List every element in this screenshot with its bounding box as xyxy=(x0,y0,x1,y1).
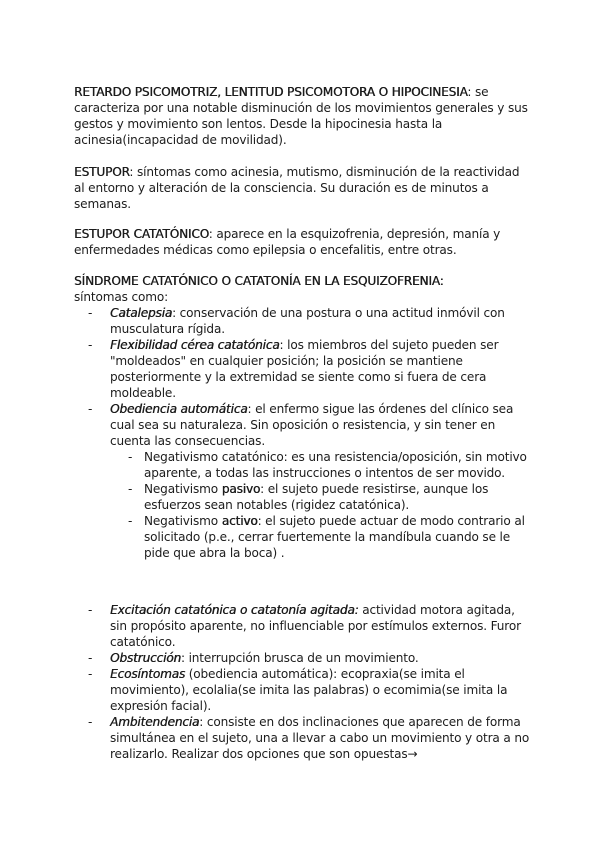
sintomas-list-continued xyxy=(110,602,530,762)
item-text: actividad motora agitada, sin propósito aparente, no influenciable por estímulos externos. Furor catatónico. xyxy=(110,603,521,649)
estupor-paragraph xyxy=(74,164,529,212)
negativismo-sublist xyxy=(144,449,530,561)
sub-text: Negativismo catatónico: es una resistencia/oposición, sin motivo aparente, a todas las instrucciones o intentos de ser movido. xyxy=(144,450,527,480)
item-text: : consiste en dos inclinaciones que aparecen de forma simultánea en el sujeto, una a llevar a cabo un movimiento y otra a no realizarlo. Realizar dos opciones que son opuestas→ xyxy=(110,715,530,761)
item-term: Excitación catatónica o catatonía agitada: xyxy=(110,603,359,617)
item-text: (obediencia automática): ecopraxia(se imita el movimiento), ecolalia(se imita las palabras) o ecomimia(se imita la expresión facial). xyxy=(110,667,508,713)
list-item xyxy=(110,337,530,401)
estupor-catatonico-paragraph xyxy=(74,226,529,258)
sub-prefix: Negativismo xyxy=(144,514,222,528)
list-item xyxy=(110,305,530,337)
item-text: : el enfermo sigue las órdenes del clínico sea cual sea su naturaleza. Sin oposición o resistencia, y sin tener en cuenta las consecuencias. xyxy=(110,402,514,448)
sub-prefix: Negativismo xyxy=(144,482,222,496)
sublist-item xyxy=(144,513,530,561)
retardo-paragraph xyxy=(74,84,529,148)
item-term: Obstrucción xyxy=(110,651,181,665)
sindrome-heading-block xyxy=(74,273,529,305)
list-item xyxy=(110,602,530,650)
item-term: Ecosíntomas xyxy=(110,667,185,681)
sindrome-intro: síntomas como: xyxy=(74,290,169,304)
estupor-text: : síntomas como acinesia, mutismo, disminución de la reactividad al entorno y alteración de la consciencia. Su duración es de minutos a semanas. xyxy=(74,165,520,211)
list-item xyxy=(110,714,530,762)
estupor-catatonico-heading: ESTUPOR CATATÓNICO xyxy=(74,227,209,241)
sub-text: : el sujeto puede actuar de modo contrario al solicitado (p.e., cerrar fuertemente la mandíbula cuando se le pide que abra la boca) . xyxy=(144,514,525,560)
item-text: : los miembros del sujeto pueden ser "moldeados" en cualquier posición; la posición se mantiene posteriormente y la extremidad se siente como si fuera de cera moldeable. xyxy=(110,338,499,400)
retardo-text: : se caracteriza por una notable disminución de los movimientos generales y sus gestos y movimiento son lentos. Desde la hipocinesia hasta la acinesia(incapacidad de movilidad). xyxy=(74,85,528,147)
retardo-heading: RETARDO PSICOMOTRIZ, LENTITUD PSICOMOTORA O HIPOCINESIA xyxy=(74,85,468,99)
item-term: Flexibilidad cérea catatónica xyxy=(110,338,280,352)
sub-bold: pasivo xyxy=(221,482,261,496)
list-item xyxy=(110,666,530,714)
list-item xyxy=(110,650,530,666)
item-term: Obediencia automática xyxy=(110,402,248,416)
sintomas-list xyxy=(110,305,530,561)
item-term: Catalepsia xyxy=(110,306,173,320)
estupor-catatonico-text: : aparece en la esquizofrenia, depresión, manía y enfermedades médicas como epilepsia o encefalitis, entre otras. xyxy=(74,227,501,257)
estupor-heading: ESTUPOR xyxy=(74,165,130,179)
sub-text: : el sujeto puede resistirse, aunque los esfuerzos sean notables (rigidez catatónica). xyxy=(144,482,489,512)
item-text: : conservación de una postura o una actitud inmóvil con musculatura rígida. xyxy=(110,306,505,336)
item-term: Ambitendencia xyxy=(110,715,200,729)
sindrome-heading: SÍNDROME CATATÓNICO O CATATONÍA EN LA ESQUIZOFRENIA: xyxy=(74,274,444,288)
item-text: : interrupción brusca de un movimiento. xyxy=(180,651,419,665)
sublist-item xyxy=(144,449,530,481)
list-item xyxy=(110,401,530,561)
sublist-item xyxy=(144,481,530,513)
sub-bold: activo xyxy=(221,514,258,528)
